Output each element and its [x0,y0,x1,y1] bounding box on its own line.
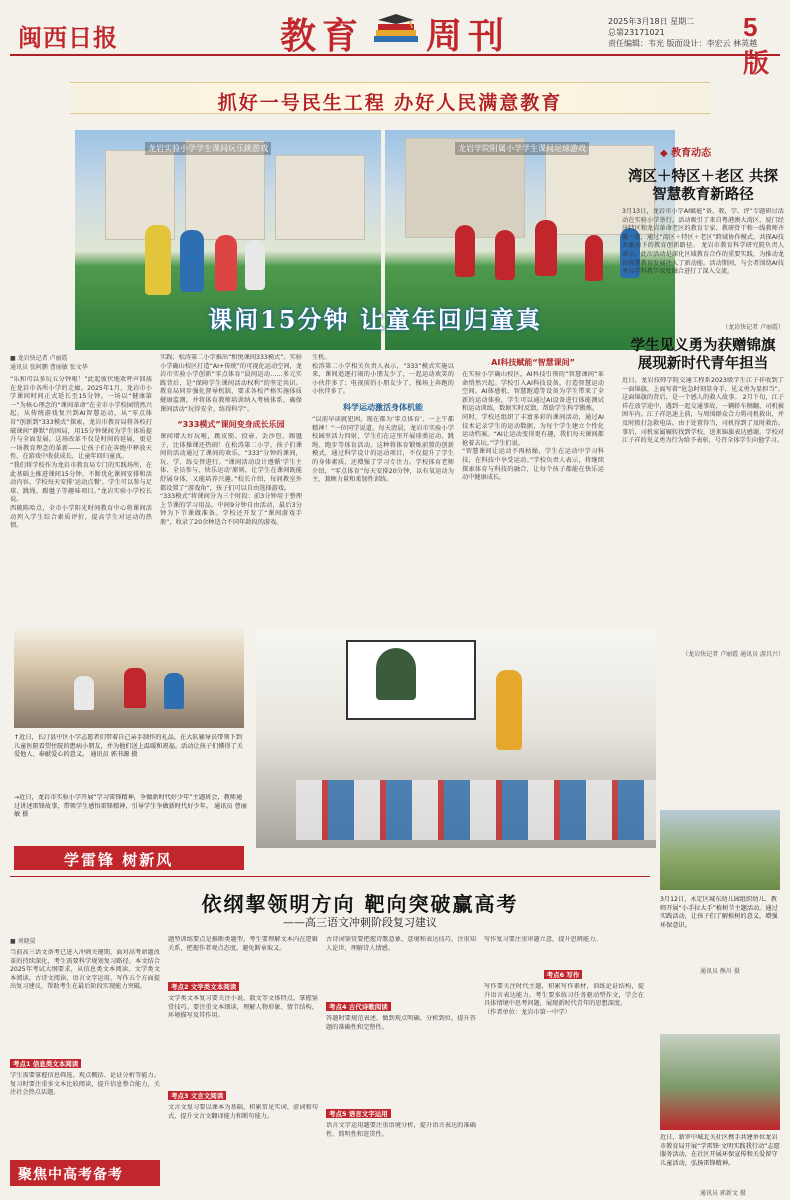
slogan-banner [70,82,710,114]
lead-col1: “乐和可以多玩五分钟啦！”此起彼伏地欢呼声回荡在龙岩市各所小学的走廊。2025年1月，龙岩市小学课间时间正式延长至15分钟。一场以“健康第一”为核心理念的“课间革命”在全市小学校园悄然兴起。从传统游戏复兴到AI智慧运动，从“零点体育”创新到“333模式”探索，龙岩市教育局将各校打破课间“静默”的困局，用15分钟课间为学生体质提升与全面发展。这场改革不仅是时间的延展，更是一场教育理念的革新——让孩子们在奔跑中释放天性，在游戏中收获成长，让童年回归童真。 “我们将学校作为龙岩市教育局专门的实践场所，在此基础上推进课间15分钟，不断优化课间安排和活动内容。学校每天安排‘运动点餐’，学生可以参与足球、跳绳、踢毽子等趣味项目。”龙岩实验小学校长说。 西陂陈哈点，全市小学阳光时间教育中心将课间活动列入学生综合素质评价，提高学生对运动的热情。 [10,376,152,530]
news1-byline: （龙岩快记者 卢丽霞） [722,324,784,331]
point3-badge: 考点3 文言文阅读 [168,1091,226,1100]
news4-byline: 通讯员 郭新文 摄 [700,1190,746,1197]
lead-col3: 生机。 松涛第二小学相关负责人表示，“333”模式实施以来，课间追逐打闹的小朋友少了，一起运动欢笑的小伙伴多了；电视前的小朋友少了，操场上奔跑的小伙伴多了。 科学运动激活身体机能 “以前早读就犯困，现在都为‘零点体育’，一上午都精神！”一位同学说道。每天清晨，龙岩市实验小学校园里活力四射，学生们在这里开展球类运动、跳绳、跑步等体育活动。这种将体育锻炼前置的创新模式，通过科学设计的运动项目，不仅提升了学生的身体素质，还增强了学习专注力。学校体育老师介绍，“零点体育”每天安排20分钟，以有氧运动为主，兼顾力量和柔韧性训练。 [312,354,454,484]
subhead-science: 科学运动激活身体机能 [343,403,423,412]
masthead [10,8,780,78]
volunteer-photo [660,1034,780,1130]
news2-byline: （龙岩快记者 卢丽霞 通讯员 游昌兴） [682,651,784,658]
exam-col1: ■ 刘晓晏 当前高三语文备考已进入冲刺关键期，面对高考命题改革的持续深化，考生需要科学规划复习路径。本文结合2025年考试大纲要求，从信息类文本阅读、文学类文本阅读、古诗文阅读、语言文字运用、写作五个方面提出复习建议，帮助考生在最后阶段实现能力突破。 考点1 信息类文本阅读 学生需要掌握信息筛选、观点概括、论证分析等能力。复习时要注重多文本比较阅读，提升信息整合能力，关注社会热点话题。 [10,938,160,1097]
news1-text: 3月13日，龙岩市小学AI赋能“备、教、学、评”专题研讨活动在实验小学举行。活动吸引了来自粤港澳大湾区、厦门经济特区和龙岩革命老区的教育专家、教研骨干和一线教师齐聚一堂，通过“湾区＋特区＋老区”跨域协作模式，共探AI技术驱动下的教育创新路径。 龙岩市教育科学研究院负责人表示，此次活动是深化区域教育合作的重要实践，为推动龙岩智慧教育发展注入了新动能。活动期间，与会者围绕AI技术与学科教学深度融合进行了深入交流。 [622,208,784,276]
point2-badge: 考点2 文学类文本阅读 [168,982,239,991]
paper-name: 闽西日报 [18,23,118,52]
exam-col2: 题型训练要点是推断类题型。考生要理解文本内在逻辑关系，把握作者观点态度，避免断章取义。 考点2 文学类文本阅读 文学类文本复习要关注小说、散文等文体特点，掌握鉴赏技巧。要注重文本细读，理解人物形象、情节结构、环境描写及其作用。 考点3 文言文阅读 文言文复习要以课本为基础，积累常见实词、虚词和句式，提升文言文翻译能力和断句能力。 [168,936,318,1120]
exam-title: 依纲挈领明方向 靶向突破赢高考 [201,892,519,916]
section-title-right: 周刊 [426,15,511,57]
leifeng-photo-left [14,628,244,728]
exam-col4: 写作复习要注重审题立意，提升思辨能力。 考点6 写作 写作要关注时代主题，积累写作素材，训练论证结构，提升语言表达能力。考生要多练习任务驱动型作文，学会在具体情境中思考问题，展现新时代青年的思想深度。 （作者单位：龙岩市第一中学） [484,936,644,1016]
news3-byline: 通讯员 熊川 摄 [700,968,740,975]
right-column [622,168,784,658]
tree-planting-photo [660,810,780,890]
issue-number: 总第23171021 [608,28,665,37]
edition-number: 5版 [743,12,770,78]
book-icon [370,14,422,52]
leifeng-photo-classroom [256,630,656,848]
point5-badge: 考点5 语言文字运用 [326,1109,391,1118]
editors: 责任编辑：韦光 版面设计：李宏云 林英越 [608,39,758,48]
leifeng-bar: 学雷锋 树新风 [14,846,244,870]
news2-title: 学生见义勇为获赠锦旗 展现新时代青年担当 [630,337,776,372]
news2-text: 近日，龙岩技师学院交通工程系2023级学生江子祥收到了一面锦旗，上面写着“危急时刻显身手，见义勇为显担当”。这面锦旗的背后，是一个感人的救人故事。 2月下旬，江子祥在放学途中，遇到一起交通事故，一辆轿车侧翻，司机被困车内。江子祥迅速上前，与周围群众合力将司机救出，并及时拨打急救电话。由于处置得当，司机得到了及时救治。 事后，司机家属辗转找到学校，送来锦旗表达感谢。学校对江子祥的见义勇为行为给予表彰，号召全体学生向他学习。 [622,377,784,445]
photo-caption-right: 龙岩学院附属小学学生课间足球游戏 [455,142,589,155]
date-line: 2025年3月18日 星期二 [608,17,695,26]
header-info [608,16,757,49]
subhead-ai: AI科技赋能“智慧课间” [491,358,575,367]
news4-caption: 近日，新罗中城北关社区携手共建单位龙岩市教育局开展“学雷锋·文明实践我行动”志愿服务活动，在社区开展环保宣传和关爱留守儿童活动，弘扬雷锋精神。 [660,1134,780,1167]
subhead-333: “333模式”课间变身成长乐园 [177,420,285,429]
photo-caption-left: 龙岩实验小学学生课间玩乐跳游戏 [145,142,271,155]
section-title-left: 教育 [280,15,365,57]
slogan-text: 抓好一号民生工程 办好人民满意教育 [217,92,563,114]
lead-col2: 实践；松涛第二小学推出“和悦课间333模式”。实验小学确山校区打造“AI+传统”的可视化运动空间，龙岩市实验小学创新“零点体育”晨间运动……多元实践背后，是“保障学生课间活动权利”的坚定共识。教育局同步强化督导机制，要求各校严格实施体质健康监测，并将体育教师培训纳入考核体系，确保课间活动“玩得安全、练得科学”。 “333模式”课间变身成长乐园 课间增大好玩啦，跳皮筋、投壶、丢沙包、踢毽子，比体操课还热闹！在松涛第二小学，孩子们课间的活动通过了课间的欢乐。“333”分钟的课间，玩、学、练交替进行。“课间活动设计遵循‘学生主体、全员参与、快乐运动’原则，让学生在课间既能舒展身体，又能培养兴趣。”校长介绍，每间教室外都设置了“游戏角”，孩子们可以自由选择游戏。 “333模式”将课间分为三个时段：前3分钟用于整理上节课的学习用品，中间9分钟自由活动，最后3分钟为下节课做准备。学校还开发了“课间游戏手册”，收录了20余种适合不同年龄段的游戏。 [160,354,302,526]
exam-col3: 古诗词鉴赏要把握诗歌意象、意境和表达技巧，注重知人论世，理解诗人情感。 考点4 古代诗歌阅读 答题时要规范表述，做到观点明确、分析到位，提升答题的准确性和完整性。 考点5 语言文字运用 语言文字运用题要注重语境分析，提升语言表达的准确性、简明性和连贯性。 [326,936,476,1138]
point6-badge: 考点6 写作 [544,970,583,979]
exam-bar: 聚焦中高考备考 [10,1160,160,1186]
lead-col4: AI科技赋能“智慧课间” 在实验小学确山校区，AI科技引领的“智慧课间”革命悄然兴起。学校引入AI科技设备，打造智慧运动空间。AI体感机、智慧跑道等设备为学生带来了全新的运动体验，学生可以通过AI设备进行体能测试和运动训练，数据实时反馈，帮助学生科学锻炼。 同时，学校还组织了丰富多彩的课间活动，通过AI技术记录学生的运动数据，为每个学生建立个性化运动档案。“AI让运动变得更有趣，我们每天课间都抢着去玩。”学生们说。 “智慧课间让运动不再枯燥，学生在运动中学习科技，在科技中享受运动。”学校负责人表示，将继续探索体育与科技的融合，让每个孩子都能在快乐运动中健康成长。 [462,358,604,482]
exam-byline: ■ 刘晓晏 [10,938,36,945]
lead-story-title: 课间15分钟 让童年回归童真 [208,305,542,334]
point1-badge: 考点1 信息类文本阅读 [10,1059,81,1068]
news-tag: ◆ 教育动态 [660,148,712,159]
leifeng-caption-bottom: →近日，龙岩市实验小学开展“学习雷锋精神，争做新时代好少年”主题班会，教师通过讲述雷锋故事，带领学生感悟雷锋精神，引导学生争做新时代好少年。 通讯员 曹丽敏 摄 [14,794,247,819]
news3-caption: 3月12日，永定区城东幼儿园组织幼儿、教师开展“小手拉大手”植树节主题活动。通过实践活动，让孩子们了解植树的意义，增强环保意识。 [660,896,778,929]
lead-byline: ■ 龙岩快记者 卢丽霞 通讯员 张阿鹏 曹丽敏 张文华 [10,355,88,371]
leifeng-caption-top: ↑近日，长汀县中区小学志愿者们带着自己亲手制作的礼品，在大队辅导员带领下到儿童医院看望住院的患病小朋友，并为他们送上温暖和祝福。活动让孩子们懂得了关爱他人、奉献爱心的意义。 通讯员 郭书源 摄 [14,734,243,759]
exam-subtitle: ——高三语文冲刺阶段复习建议 [283,916,437,929]
point4-badge: 考点4 古代诗歌阅读 [326,1002,391,1011]
news1-title: 湾区＋特区＋老区 共探智慧教育新路径 [627,168,779,203]
